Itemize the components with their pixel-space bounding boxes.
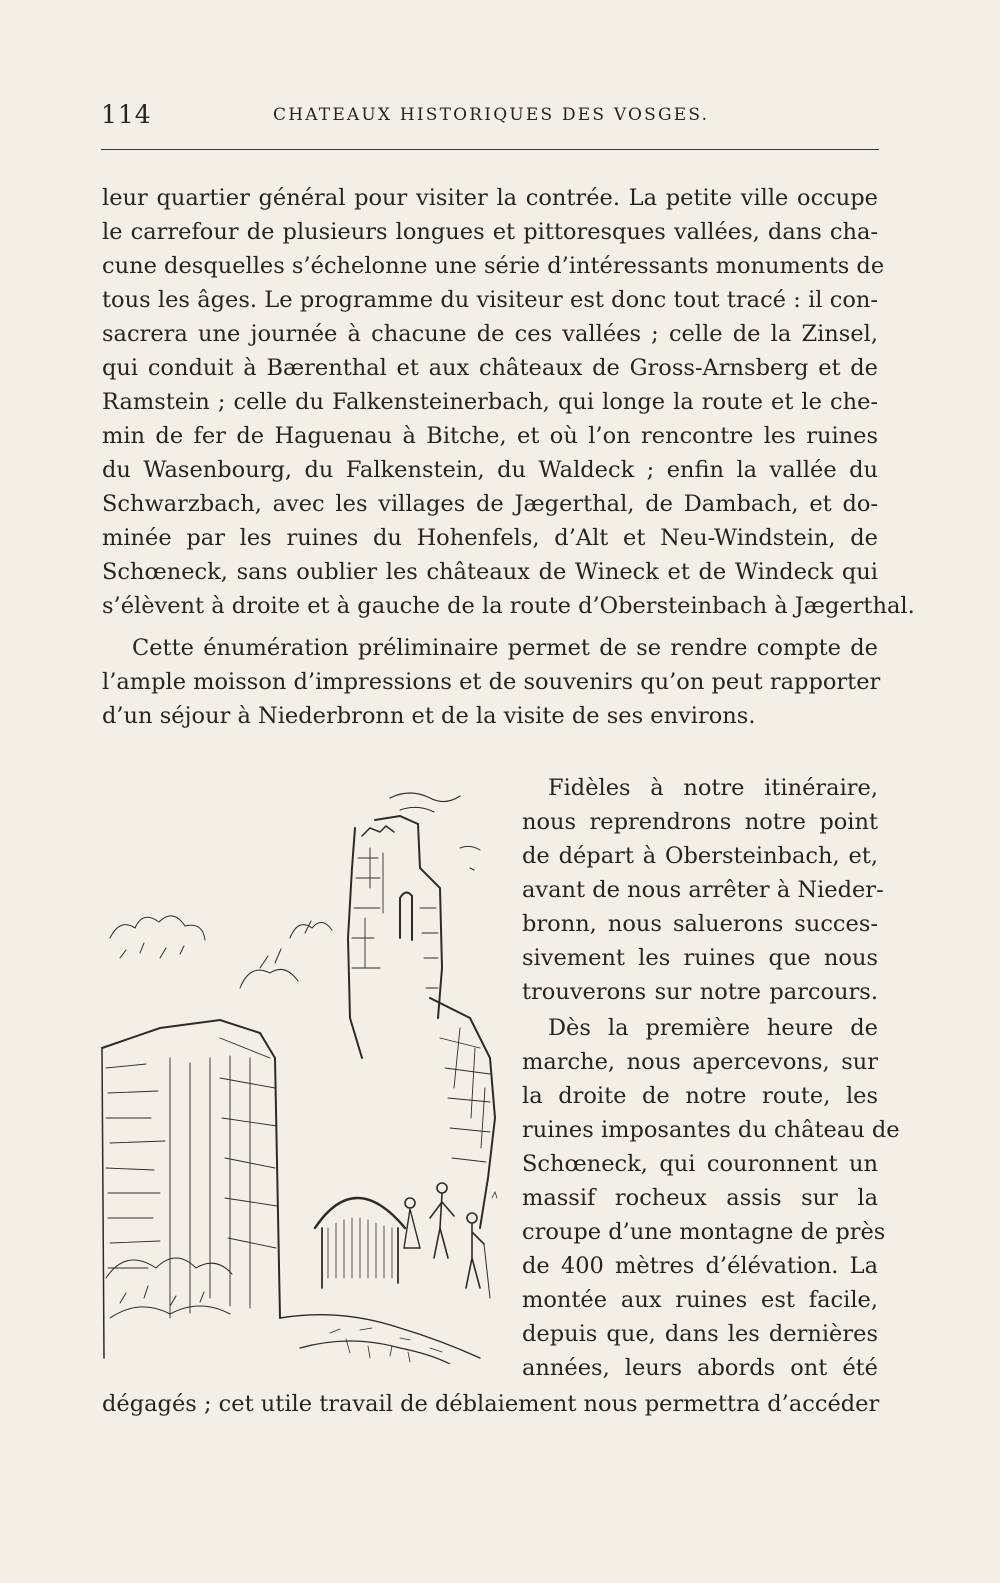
column-line: années, leurs abords ont été [522, 1355, 878, 1381]
text-line: min de fer de Haguenau à Bitche, et où l’on rencontre les ruines [102, 423, 878, 449]
column-line: bronn, nous saluerons succes- [522, 911, 878, 937]
text-line: d’un séjour à Niederbronn et de la visite de ses environs. [102, 703, 756, 729]
page-number: 114 [101, 100, 152, 129]
text-line: cune desquelles s’échelonne une série d’intéressants monuments de [102, 253, 885, 279]
header-rule [101, 149, 879, 150]
column-line: sivement les ruines que nous [522, 945, 878, 971]
column-line: Fidèles à notre itinéraire, [548, 775, 878, 801]
text-line: du Wasenbourg, du Falkenstein, du Waldeck ; enfin la vallée du [102, 457, 878, 483]
text-line: le carrefour de plusieurs longues et pittoresques vallées, dans cha- [102, 219, 878, 245]
text-line: Schwarzbach, avec les villages de Jægerthal, de Dambach, et do- [102, 491, 878, 517]
column-line: massif rocheux assis sur la [522, 1185, 878, 1211]
text-line: l’ample moisson d’impressions et de souvenirs qu’on peut rapporter [102, 669, 881, 695]
page-header [101, 100, 879, 134]
text-line: Ramstein ; celle du Falkensteinerbach, qui longe la route et le che- [102, 389, 878, 415]
column-line: Schœneck, qui couronnent un [522, 1151, 878, 1177]
column-line: montée aux ruines est facile, [522, 1287, 878, 1313]
column-line: trouverons sur notre parcours. [522, 979, 878, 1005]
text-line: leur quartier général pour visiter la contrée. La petite ville occupe [102, 185, 878, 211]
text-line: Schœneck, sans oublier les châteaux de Wineck et de Windeck qui [102, 559, 878, 585]
column-line: de 400 mètres d’élévation. La [522, 1253, 878, 1279]
column-line: avant de nous arrêter à Nieder- [522, 877, 884, 903]
column-line: nous reprendrons notre point [522, 809, 878, 835]
column-line: marche, nous apercevons, sur [522, 1049, 878, 1075]
text-line: tous les âges. Le programme du visiteur est donc tout tracé : il con- [102, 287, 878, 313]
castle-ruins-illustration [100, 758, 504, 1364]
text-line: dégagés ; cet utile travail de déblaiement nous permettra d’accéder [102, 1391, 880, 1417]
running-title: CHATEAUX HISTORIQUES DES VOSGES. [273, 105, 710, 125]
column-line: depuis que, dans les dernières [522, 1321, 878, 1347]
text-line: minée par les ruines du Hohenfels, d’Alt et Neu-Windstein, de [102, 525, 878, 551]
text-line: s’élèvent à droite et à gauche de la route d’Obersteinbach à Jægerthal. [102, 593, 915, 619]
text-line: Cette énumération préliminaire permet de se rendre compte de [132, 635, 878, 661]
column-line: Dès la première heure de [548, 1015, 878, 1041]
column-line: croupe d’une montagne de près [522, 1219, 886, 1245]
text-line: qui conduit à Bærenthal et aux châteaux de Gross-Arnsberg et de [102, 355, 878, 381]
text-line: sacrera une journée à chacune de ces vallées ; celle de la Zinsel, [102, 321, 878, 347]
column-line: ruines imposantes du château de [522, 1117, 900, 1143]
column-line: de départ à Obersteinbach, et, [522, 843, 878, 869]
column-line: la droite de notre route, les [522, 1083, 878, 1109]
